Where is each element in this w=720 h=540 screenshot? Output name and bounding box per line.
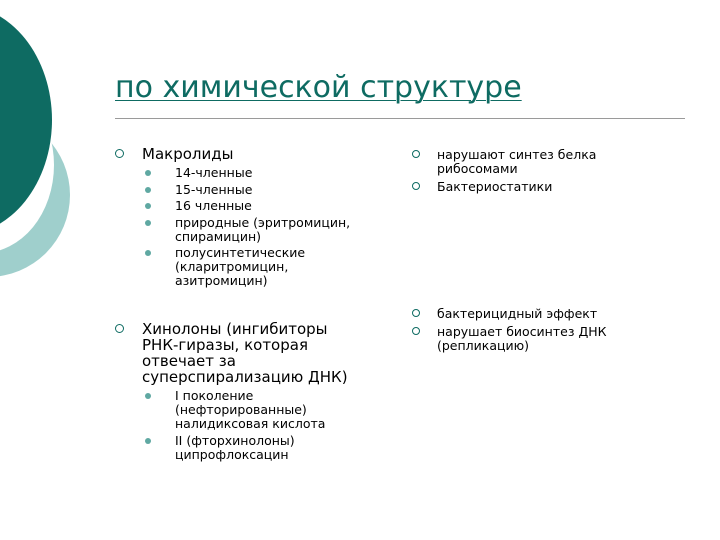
sublist-item: II (фторхинолоны) ципрофлоксацин [145,434,400,462]
item-label: Хинолоны (ингибиторы РНК-гиразы, которая отвечает за суперспирализацию ДНК) [142,320,348,386]
right-item: нарушает биосинтез ДНК (репликацию) [410,325,700,353]
sublist-item: 15-членные [145,183,400,197]
left-column [115,146,400,292]
dot-bullet-icon [145,438,151,444]
list-item-macrolides [115,146,400,288]
dot-bullet-icon [145,187,151,193]
sublist-item: 16 членные [145,199,400,213]
left-column-lower [115,321,400,466]
dot-bullet-icon [145,393,151,399]
ring-bullet-icon [412,182,420,190]
slide-title: по химической структуре [115,70,522,105]
sublist-item: I поколение (нефторированные) налидиксовая кислота [145,389,400,431]
dot-bullet-icon [145,203,151,209]
title-divider [115,118,685,119]
right-item: нарушают синтез белка рибосомами [410,148,700,176]
right-item: Бактериостатики [410,180,700,194]
ring-bullet-icon [412,309,420,317]
sublist [145,389,400,462]
sublist [145,166,400,288]
dot-bullet-icon [145,220,151,226]
sublist-item: полусинтетические (кларитромицин, азитромицин) [145,246,400,288]
sublist-item: 14-членные [145,166,400,180]
ring-bullet-icon [412,327,420,335]
right-item: бактерицидный эффект [410,307,700,321]
ring-bullet-icon [412,150,420,158]
decorative-circles [0,0,120,300]
ring-bullet-icon [115,149,124,158]
dot-bullet-icon [145,170,151,176]
item-label: Макролиды [142,145,234,163]
sublist-item: природные (эритромицин, спирамицин) [145,216,400,244]
right-column-upper [410,148,700,198]
list-item-quinolones [115,321,400,462]
right-column-lower [410,307,700,357]
ring-bullet-icon [115,324,124,333]
dot-bullet-icon [145,250,151,256]
